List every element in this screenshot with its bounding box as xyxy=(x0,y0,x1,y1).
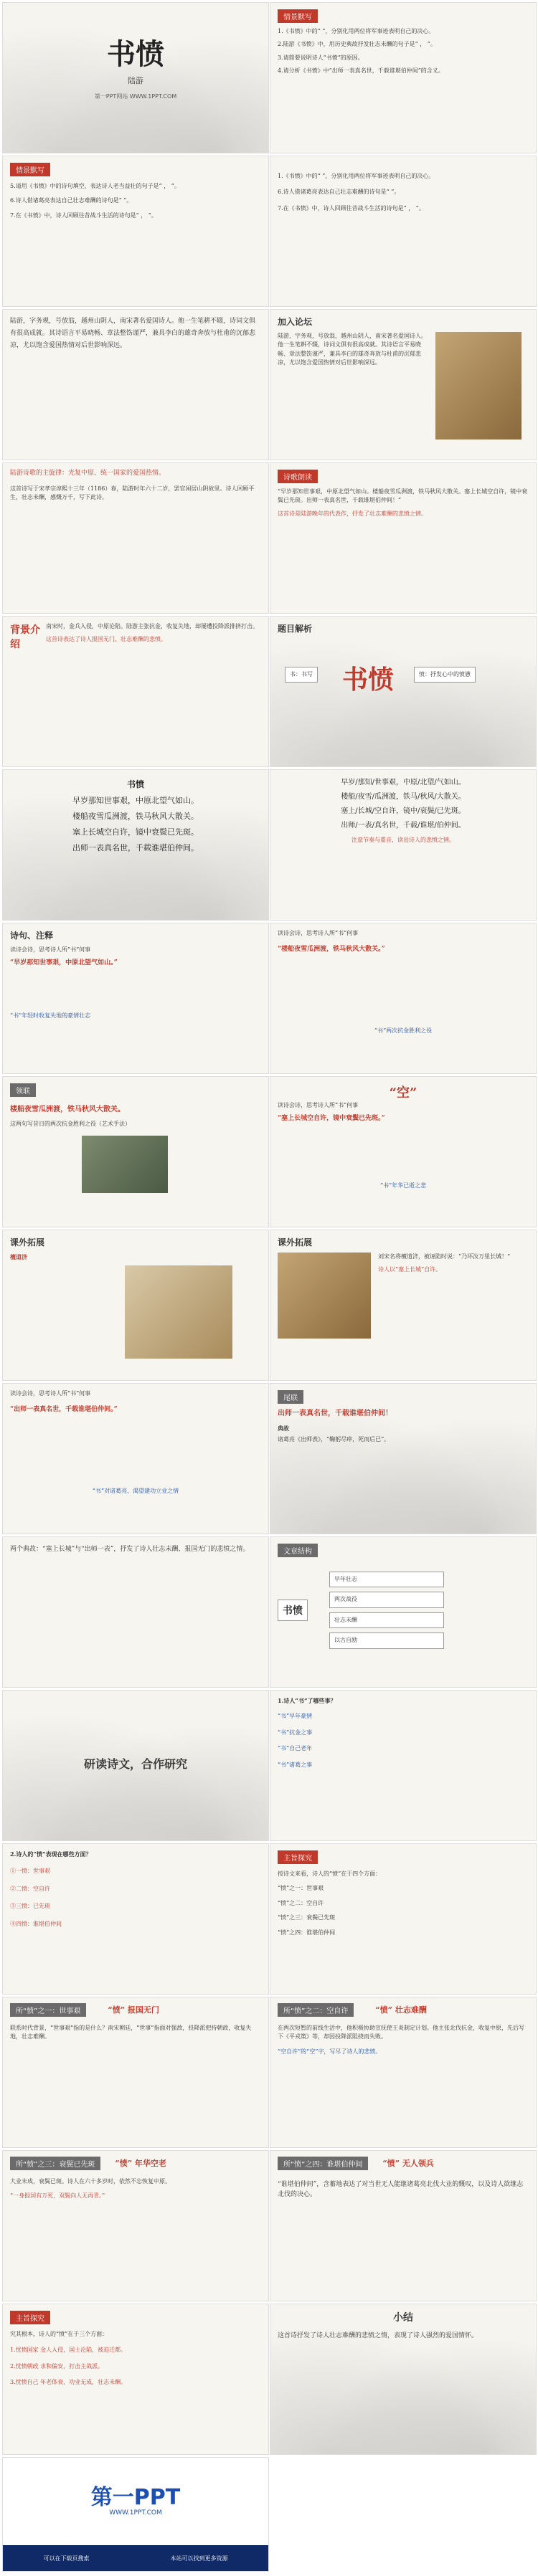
q1-item: “书”早年豪情 xyxy=(278,1713,313,1720)
dictation-item: 6.诗人借诸葛亮表达自己壮志难酬的诗句是“ ”。 xyxy=(10,197,133,204)
slide-empty[interactable] xyxy=(270,1076,537,1227)
dictation-item: 4.请分析《书愤》中“出师一表真名世，千载谁堪伯仲间”的含义。 xyxy=(278,67,444,75)
theme-tag: 主旨探究 xyxy=(10,2311,50,2324)
rhythm-line: 出师/一表/真名世，千载/谁堪/伯仲间。 xyxy=(341,822,466,830)
theme-item: “愤”之二：空自许 xyxy=(278,1899,324,1906)
analysis-big: 书愤 xyxy=(342,665,395,695)
notes-note: “书”两次抗金胜利之役 xyxy=(374,1027,433,1035)
slide-anger-3[interactable] xyxy=(2,2150,269,2301)
slide-notes-2[interactable] xyxy=(270,923,537,1074)
anger-red: “愤” 无人领兵 xyxy=(382,2158,434,2168)
q2-question: 2.诗人的“愤”表现在哪些方面？ xyxy=(10,1850,92,1858)
bg-text: 南宋时，金兵入侵，中原沦陷。陆游主张抗金，收复失地，却屡遭投降派排挤打击。 xyxy=(46,623,258,629)
structure-item: 两次战役 xyxy=(329,1592,444,1607)
ext-name: 檀道济 xyxy=(10,1253,27,1260)
empty-q: 读诗会诗，思考诗人所“书”何事 xyxy=(278,1102,359,1108)
slide-rhythm[interactable] xyxy=(270,769,537,921)
theme-item: 1.忧愤国家 金人入侵，国土沦陷，被迫迁都。 xyxy=(10,2347,127,2354)
bg-text: 这首诗写于宋孝宗淳熙十三年（1186）春，陆游时年六十二岁，罢官闲居山阴故里。诗人回顾平生，壮志未酬，感慨万千，写下此诗。 xyxy=(10,485,255,501)
ext-image xyxy=(125,1265,232,1359)
ext-image xyxy=(278,1253,371,1339)
slide-anger-1[interactable] xyxy=(2,1997,269,2148)
slide-notes-3[interactable] xyxy=(2,1383,269,1534)
slide-title[interactable] xyxy=(2,2,269,153)
dictation-item: 1.《书愤》中的“ ”，分别化用两位将军事迹表明自己的决心。 xyxy=(278,28,435,34)
poem-line: 出师一表真名世，千载谁堪伯仲间。 xyxy=(72,843,199,852)
dictation-item: 3.请简要说明诗人“书愤”的原因。 xyxy=(278,54,364,61)
empty-line: “塞上长城空自许，镜中衰鬓已先斑。” xyxy=(278,1115,385,1123)
q1-question: 1.诗人“书”了哪些事？ xyxy=(278,1697,336,1704)
theme-item: “愤”之三：衰鬓已先斑 xyxy=(278,1914,336,1921)
empty-big: “空” xyxy=(389,1085,417,1101)
slide-dictation-2[interactable] xyxy=(2,156,269,307)
q2-item: ①一愤：世事艰 xyxy=(10,1868,50,1875)
allusions-text: 两个典故：“塞上长城”与“出师一表”，抒发了诗人壮志未酬、报国无门的悲愤之情。 xyxy=(10,1546,250,1553)
anger-red: “愤” 年华空老 xyxy=(115,2158,166,2168)
empty-note: “书”年华已逝之悲 xyxy=(379,1182,427,1189)
slide-title-analysis[interactable] xyxy=(270,616,537,767)
q1-item: “书”诸葛之事 xyxy=(278,1761,313,1768)
slide-author-intro[interactable] xyxy=(270,309,537,460)
q2-item: ③三愤：已先斑 xyxy=(10,1903,50,1910)
dictation-tag: 情景默写 xyxy=(10,163,50,176)
site-text: 第一PPT网站 WWW.1PPT.COM xyxy=(94,93,177,100)
q1-item: “书”抗金之事 xyxy=(278,1729,313,1736)
rhythm-line: 塞上/长城/空自许，镜中/衰鬓/已先斑。 xyxy=(341,807,466,815)
structure-item: 早年壮志 xyxy=(329,1572,444,1587)
summary-head: 小结 xyxy=(393,2312,413,2324)
dictation-item: 7.在《书愤》中，诗人回顾往昔战斗生活的诗句是“ ， ”。 xyxy=(10,212,157,219)
rhythm-line: 早岁/那知/世事艰，中原/北望/气如山。 xyxy=(341,779,466,786)
poem-line: 塞上长城空自许，镜中衰鬓已先斑。 xyxy=(72,827,199,837)
slide-structure[interactable] xyxy=(270,1536,537,1688)
slide-q1[interactable] xyxy=(270,1690,537,1841)
anger-text: 大业未成，衰鬓已斑。诗人在六十多岁时，依然不忘恢复中原。 xyxy=(10,2178,171,2185)
bg-head: 背景介绍 xyxy=(10,624,40,650)
dictation-tag: 情景默写 xyxy=(278,9,318,23)
slide-anger-4[interactable] xyxy=(270,2150,537,2301)
intro-text: 陆游，字务观，号放翁，越州山阴人，南宋著名爱国诗人。他一生笔耕不辍，诗词文俱有很高成就。其诗语言平易晓畅、章法整饬谨严，兼具李白的雄奇奔放与杜甫的沉郁悲凉，尤以饱含爱国热情对后世影响深远。 xyxy=(10,318,256,350)
slide-extension-1[interactable] xyxy=(2,1230,269,1381)
slide-author: 陆游 xyxy=(128,76,143,85)
last-sub: 典故 xyxy=(278,1424,289,1432)
notes-q: 读诗会诗，思考诗人所“书”何事 xyxy=(10,946,91,953)
notes-q: 读诗会诗，思考诗人所“书”何事 xyxy=(10,1390,91,1397)
slide-dictation-1[interactable] xyxy=(270,2,537,153)
rhythm-line: 楼船/夜雪/瓜洲渡，铁马/秋风/大散关。 xyxy=(341,793,466,801)
anger-red: “愤” 报国无门 xyxy=(108,2005,159,2015)
dictation-item: 1.《书愤》中的“ ”，分别化用两位将军事迹表明自己的决心。 xyxy=(278,173,435,179)
structure-item: 以古自励 xyxy=(329,1632,444,1648)
end-footer xyxy=(3,2545,268,2571)
bg-red: 陆游诗歌的主旋律：光复中原、统一国家的爱国热情。 xyxy=(10,470,166,477)
notes-head: 诗句、注释 xyxy=(10,931,54,941)
anger-blue: “空自许”的“空”字，写尽了诗人的悲愤。 xyxy=(278,2048,382,2055)
notes-line: “早岁那知世事艰，中原北望气如山。” xyxy=(10,959,118,967)
author-text: 陆游，字务观，号放翁，越州山阴人，南宋著名爱国诗人。他一生笔耕不辍，诗词文俱有很高成就。其诗语言平易晓畅、章法整饬谨严，兼具李白的雄奇奔放与杜甫的沉郁悲凉，尤以饱含爱国热情对后世影响深远。 xyxy=(278,333,427,366)
anger-text: “谁堪伯仲间”，含蓄地表达了对当世无人能继诸葛亮北伐大业的慨叹，以及诗人欲继志北伐的决心。 xyxy=(278,2181,524,2198)
structure-tag: 文章结构 xyxy=(278,1544,318,1557)
footer-right: 本站可以找到更多资源 xyxy=(170,2554,228,2562)
theme-item: “愤”之一：世事艰 xyxy=(278,1885,324,1892)
author-portrait xyxy=(435,332,522,439)
q2-item: ④四愤：谁堪伯仲间 xyxy=(10,1920,62,1927)
end-url[interactable]: WWW.1PPT.COM xyxy=(109,2509,162,2516)
notes-line: “楼船夜雪瓜洲渡，铁马秋风大散关。” xyxy=(278,946,385,954)
dictation-item: 2.陆游《书愤》中，用历史典故抒发壮志未酬的句子是“ ， ”。 xyxy=(278,41,436,48)
anger-tag: 所“愤”之二：空自许 xyxy=(278,2003,354,2017)
poem-line: 楼船夜雪瓜洲渡，铁马秋风大散关。 xyxy=(72,812,199,821)
slide-notes-1[interactable] xyxy=(2,923,269,1074)
anger-poem: “一身报国有万死，双鬓向人无再青。” xyxy=(10,2192,105,2200)
ext-head: 课外拓展 xyxy=(10,1237,45,1247)
slide-couplet[interactable] xyxy=(2,1076,269,1227)
reading-text: “早岁那知世事艰，中原北望气如山。楼船夜雪瓜洲渡，铁马秋风大散关。塞上长城空自许，镜中衰鬓已先斑。出师一表真名世，千载谁堪伯仲间！” xyxy=(278,488,528,504)
notes-note: “书”年轻时收复失地的豪情壮志 xyxy=(10,1012,91,1020)
end-logo: 第一PPT xyxy=(90,2485,181,2510)
slide-study[interactable] xyxy=(2,1690,269,1841)
analysis-head: 题目解析 xyxy=(278,624,313,634)
notes-q: 读诗会诗，思考诗人所“书”何事 xyxy=(278,930,359,936)
anger-tag: 所“愤”之三：衰鬓已先斑 xyxy=(10,2157,100,2170)
ext-red: 诗人以“塞上长城”自许。 xyxy=(378,1266,442,1273)
anger-text: 联系时代背景，“世事艰”指的是什么？南宋朝廷，“世事”指面对强敌，投降派把持朝政，收复失地，壮志难酬。 xyxy=(10,2025,252,2040)
slide-summary[interactable] xyxy=(270,2304,537,2455)
slide-intro-text[interactable] xyxy=(2,309,269,460)
last-text: 诸葛亮《出师表》，“鞠躬尽瘁，死而后已”。 xyxy=(278,1435,390,1443)
anger-text: 在两次短暂的前线生活中，他积极协助宣抚使王炎制定计划。他主张北伐抗金，收复中原，先后写下《平戎策》等，却因投降派阻挠而失败。 xyxy=(278,2025,524,2040)
anger-tag: 所“愤”之四：谁堪伯仲间 xyxy=(278,2157,368,2170)
dictation-item: 7.在《书愤》中，诗人回顾往昔战斗生活的诗句是“ ， ”。 xyxy=(278,204,425,212)
theme-tag: 主旨探究 xyxy=(278,1850,318,1864)
ext-head: 课外拓展 xyxy=(278,1237,313,1247)
couplet-line: 楼船夜雪瓜洲渡，铁马秋风大散关。 xyxy=(10,1106,125,1113)
slide-background-2[interactable] xyxy=(2,616,269,767)
theme-q: 究其根本，诗人的“愤”在于三个方面： xyxy=(10,2331,108,2337)
dictation-item: 6.诗人借诸葛亮表达自己壮志难酬的诗句是“ ”。 xyxy=(278,189,400,196)
poem-title: 书愤 xyxy=(126,779,144,789)
slide-theme-1[interactable] xyxy=(270,1843,537,1995)
author-head: 加入论坛 xyxy=(278,317,313,327)
analysis-right: 愤：抒发心中的愤懑 xyxy=(414,667,476,683)
slide-title-text: 书愤 xyxy=(107,37,164,71)
rhythm-red: 注意节奏与重音，读出诗人的悲愤之情。 xyxy=(351,837,455,843)
q2-item: ②二愤：空自许 xyxy=(10,1885,50,1892)
dictation-item: 5.请用《书愤》中的诗句填空，表达诗人老当益壮的句子是“ ， ”。 xyxy=(10,183,180,189)
analysis-left: 书：书写 xyxy=(285,667,318,683)
footer-left: 可以在下载页搜索 xyxy=(43,2554,90,2562)
structure-root: 书愤 xyxy=(278,1600,308,1621)
slide-end[interactable] xyxy=(2,2457,269,2572)
slide-q2[interactable] xyxy=(2,1843,269,1995)
anger-red: “愤” 壮志难酬 xyxy=(375,2005,427,2015)
notes-note: “书”对诸葛亮、渴望建功立业之情 xyxy=(92,1488,179,1495)
bg-red: 这首诗表达了诗人报国无门、壮志难酬的悲愤。 xyxy=(46,636,166,643)
slide-poem[interactable] xyxy=(2,769,269,921)
theme-item: “愤”之四：谁堪伯仲间 xyxy=(278,1929,336,1936)
q1-item: “书”自己老年 xyxy=(278,1745,313,1752)
theme-item: 3.忧愤自己 年老体衰，功业无成，壮志未酬。 xyxy=(10,2379,127,2386)
last-line: 出师一表真名世，千载谁堪伯仲间！ xyxy=(278,1410,392,1417)
slide-anger-2[interactable] xyxy=(270,1997,537,2148)
slide-background-1[interactable] xyxy=(2,462,269,614)
slide-extension-2[interactable] xyxy=(270,1230,537,1381)
last-tag: 尾联 xyxy=(278,1390,303,1404)
reading-tag: 诗歌朗读 xyxy=(278,470,318,483)
slide-last-couplet[interactable] xyxy=(270,1383,537,1534)
poem-line: 早岁那知世事艰，中原北望气如山。 xyxy=(72,796,199,805)
slide-allusions[interactable] xyxy=(2,1536,269,1688)
theme-q: 按诗文来看，诗人的“愤”在于四个方面： xyxy=(278,1871,382,1877)
summary-text: 这首诗抒发了诗人壮志难酬的悲愤之情，表现了诗人强烈的爱国情怀。 xyxy=(278,2332,478,2339)
study-text: 研读诗文，合作研究 xyxy=(83,1757,187,1771)
structure-item: 壮志未酬 xyxy=(329,1612,444,1628)
notes-line: “出师一表真名世，千载谁堪伯仲间。” xyxy=(10,1406,118,1414)
reading-red: 这首诗是陆游晚年的代表作，抒发了壮志难酬的悲愤之情。 xyxy=(278,510,427,517)
slide-theme-2[interactable] xyxy=(2,2304,269,2455)
theme-item: 2.忧愤朝政 求和偏安，打击主战派。 xyxy=(10,2362,104,2370)
couplet-text: 这两句写昔日的两次抗金胜利之役（艺术手法） xyxy=(10,1120,131,1127)
slide-reading[interactable] xyxy=(270,462,537,614)
couplet-tag: 领联 xyxy=(10,1083,36,1097)
slide-dictation-3[interactable] xyxy=(270,156,537,307)
ext-text: 刘宋名将檀道济，被诬陷时说：“乃坏汝万里长城！” xyxy=(378,1253,511,1260)
anger-tag: 所“愤”之一：世事艰 xyxy=(10,2003,86,2017)
battle-image xyxy=(82,1136,168,1193)
